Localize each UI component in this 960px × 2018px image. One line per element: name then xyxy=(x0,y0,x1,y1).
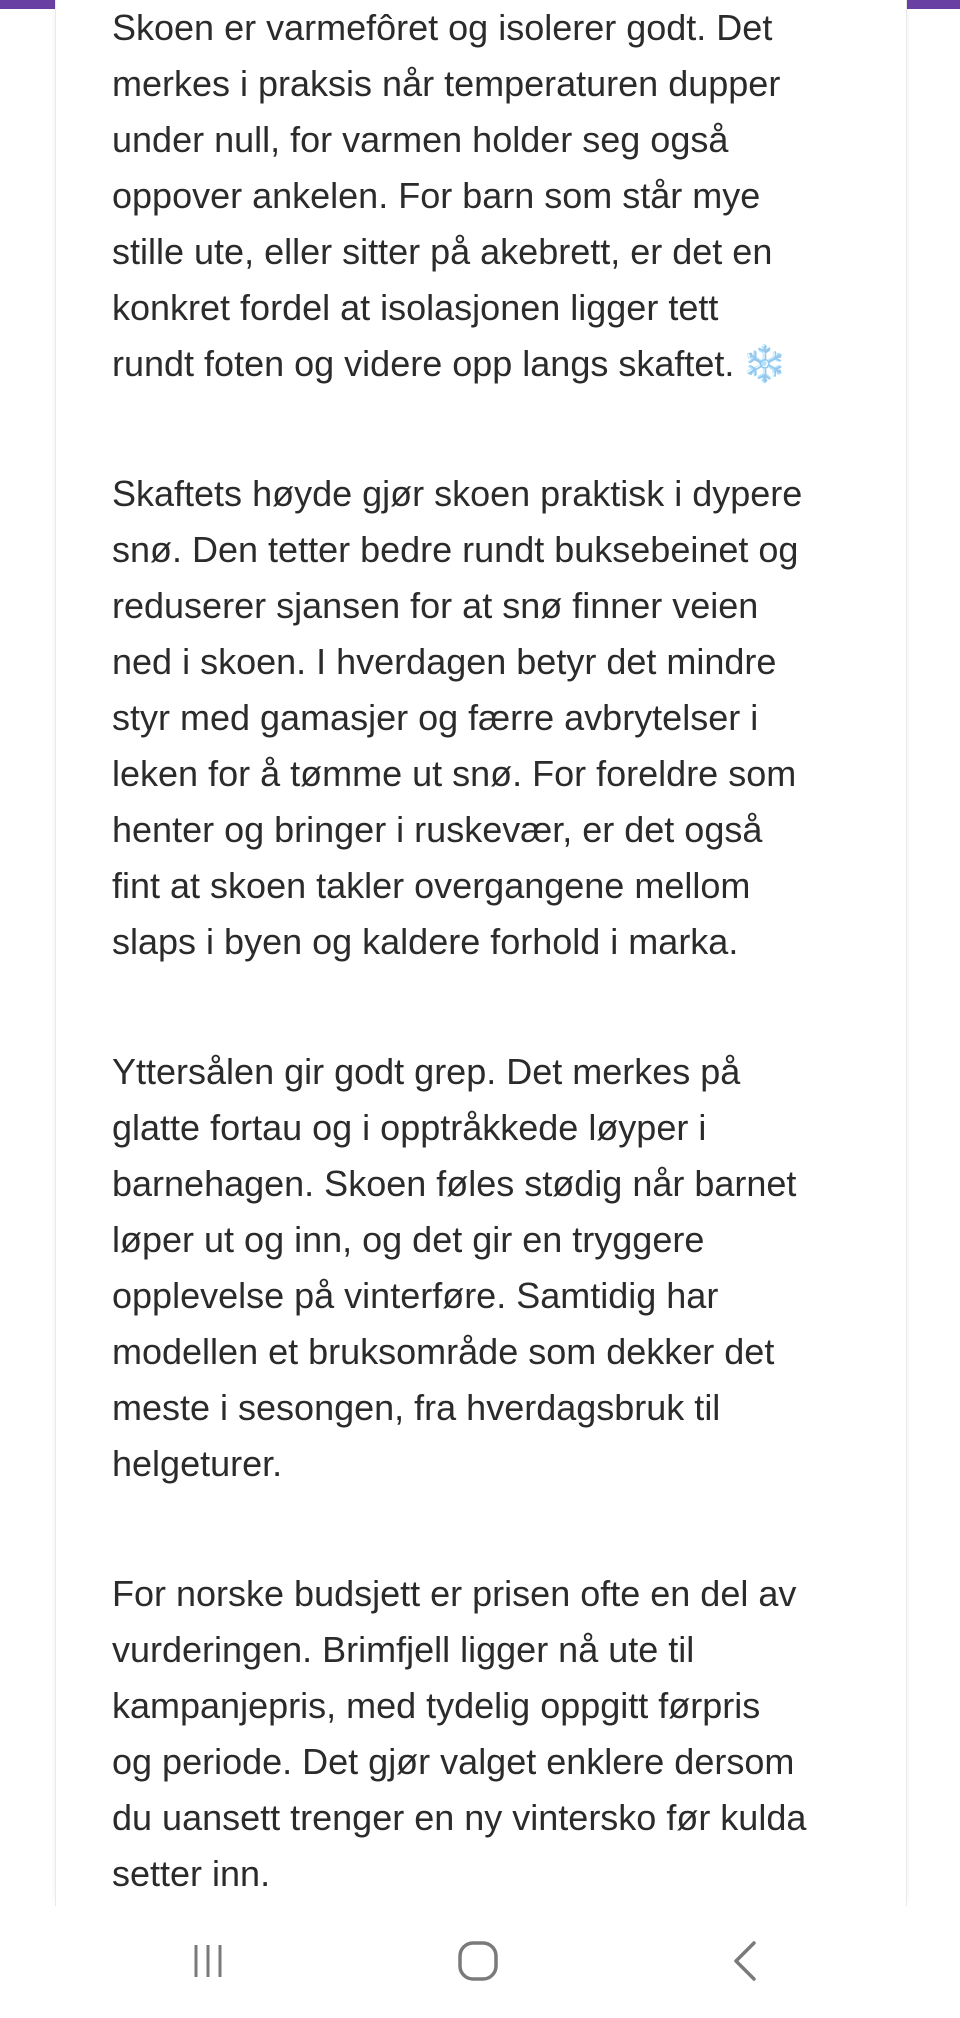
paragraph-line: under null, for varmen holder seg også xyxy=(112,119,729,160)
paragraph-line: slaps i byen og kaldere forhold i marka. xyxy=(112,921,739,962)
back-button[interactable] xyxy=(716,1936,776,1986)
paragraph-line: meste i sesongen, fra hverdagsbruk til xyxy=(112,1387,721,1428)
recent-apps-button[interactable] xyxy=(178,1936,238,1986)
paragraph-line: løper ut og inn, og det gir en tryggere xyxy=(112,1219,705,1260)
paragraph-line: kampanjepris, med tydelig oppgitt førpris xyxy=(112,1685,761,1726)
paragraph-line: helgeturer. xyxy=(112,1443,283,1484)
paragraph-line: rundt foten og videre opp langs skaftet. xyxy=(112,343,735,384)
paragraph-line: styr med gamasjer og færre avbrytelser i xyxy=(112,697,759,738)
paragraph-line: Skoen er varmefôret og isolerer godt. Det xyxy=(112,7,773,48)
paragraph-line: konkret fordel at isolasjonen ligger tett xyxy=(112,287,719,328)
article-paragraph-1 xyxy=(112,0,857,393)
article-paragraph-3 xyxy=(112,1044,857,1492)
paragraph-line: vurderingen. Brimfjell ligger nå ute til xyxy=(112,1629,695,1670)
paragraph-line: opplevelse på vinterføre. Samtidig har xyxy=(112,1275,719,1316)
back-icon xyxy=(726,1939,766,1983)
home-icon xyxy=(456,1939,500,1983)
article-paragraph-4 xyxy=(112,1566,857,1902)
paragraph-line: fint at skoen takler overgangene mellom xyxy=(112,865,751,906)
paragraph-line: Yttersålen gir godt grep. Det merkes på xyxy=(112,1051,741,1092)
paragraph-line: setter inn. xyxy=(112,1853,271,1894)
navigation-bar xyxy=(0,1906,960,2018)
paragraph-line: ned i skoen. I hverdagen betyr det mindre xyxy=(112,641,777,682)
paragraph-line: barnehagen. Skoen føles stødig når barnet xyxy=(112,1163,797,1204)
paragraph-line: glatte fortau og i opptråkkede løyper i xyxy=(112,1107,707,1148)
paragraph-line: leken for å tømme ut snø. For foreldre som xyxy=(112,753,797,794)
paragraph-line: henter og bringer i ruskevær, er det også xyxy=(112,809,763,850)
paragraph-line: du uansett trenger en ny vintersko før kulda xyxy=(112,1797,807,1838)
paragraph-line: snø. Den tetter bedre rundt buksebeinet og xyxy=(112,529,799,570)
paragraph-line: merkes i praksis når temperaturen dupper xyxy=(112,63,781,104)
home-button[interactable] xyxy=(448,1936,508,1986)
snowflake-icon: ❄️ xyxy=(742,344,788,385)
recent-apps-icon xyxy=(188,1941,228,1981)
paragraph-line: oppover ankelen. For barn som står mye xyxy=(112,175,761,216)
paragraph-line: Skaftets høyde gjør skoen praktisk i dypere xyxy=(112,473,803,514)
paragraph-line: For norske budsjett er prisen ofte en del av xyxy=(112,1573,797,1614)
paragraph-line: og periode. Det gjør valget enklere dersom xyxy=(112,1741,795,1782)
article-paragraph-2 xyxy=(112,466,857,970)
paragraph-line: reduserer sjansen for at snø finner veien xyxy=(112,585,759,626)
paragraph-line: stille ute, eller sitter på akebrett, er det en xyxy=(112,231,773,272)
paragraph-line: modellen et bruksområde som dekker det xyxy=(112,1331,775,1372)
